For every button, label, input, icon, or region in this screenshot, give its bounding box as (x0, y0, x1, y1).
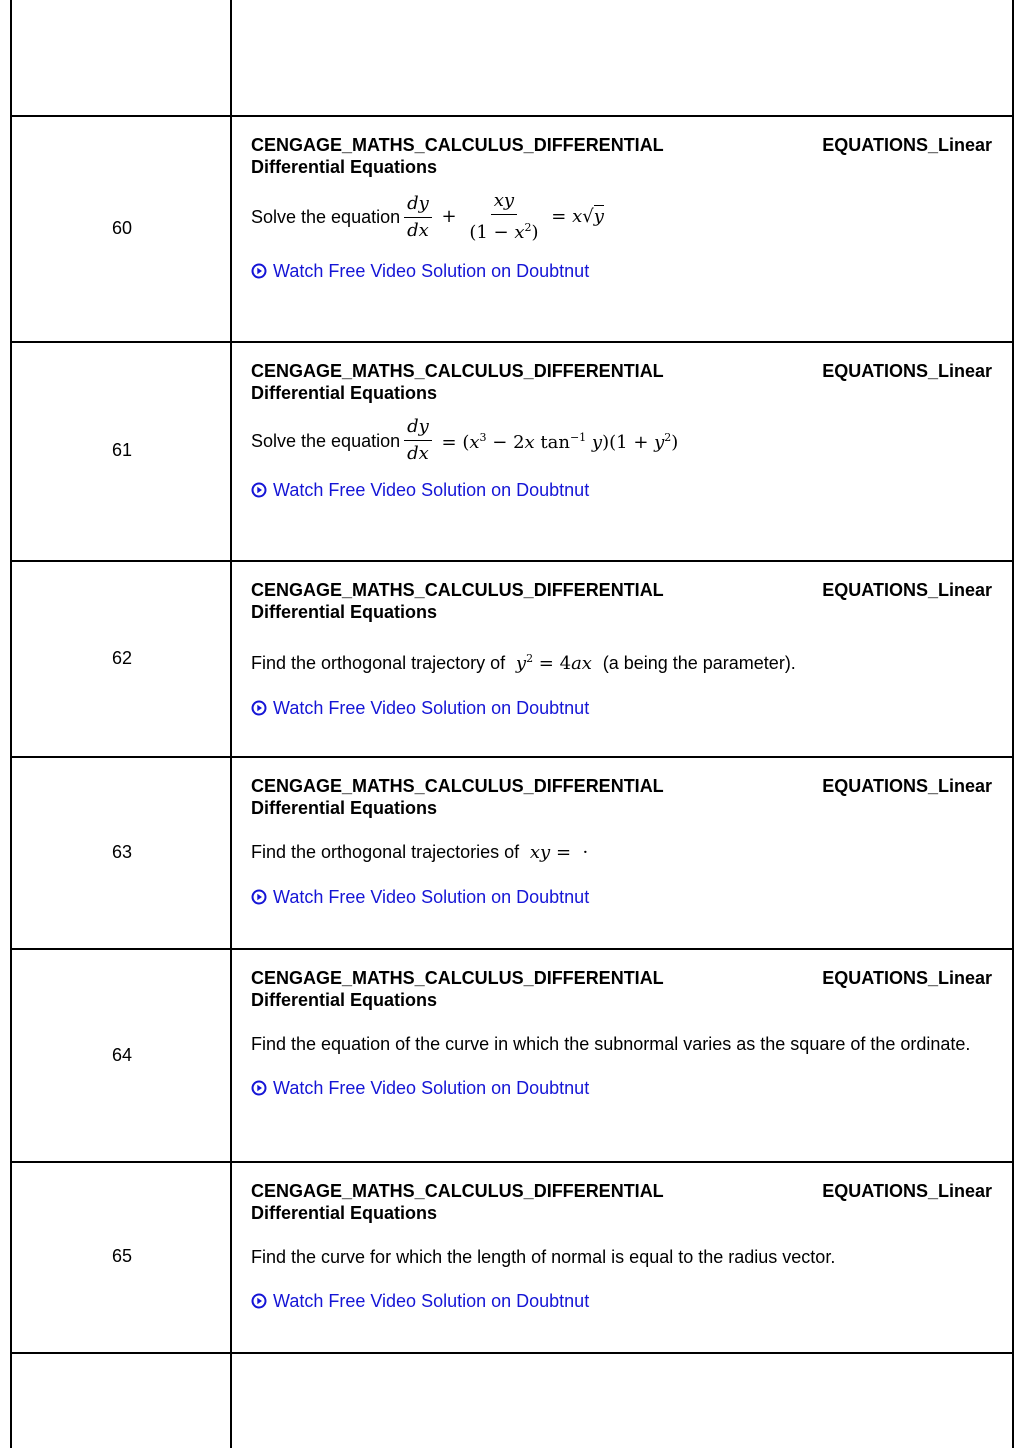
watch-video-link[interactable] (251, 1290, 992, 1312)
watch-video-label: Watch Free Video Solution on Doubtnut (273, 480, 590, 500)
watch-video-link[interactable] (251, 886, 992, 908)
question-cell (251, 134, 992, 282)
source-subcategory: EQUATIONS_Linear (822, 135, 992, 155)
question-cell (251, 775, 992, 908)
watch-video-link[interactable] (251, 697, 992, 719)
question-text: Find the equation of the curve in which the subnormal varies as the square of the ordinate. (251, 1034, 971, 1054)
play-icon (251, 263, 267, 279)
question-text: Find the orthogonal trajectories of xy = · (251, 842, 589, 863)
play-icon (251, 889, 267, 905)
question-prompt: Solve the equation (251, 207, 401, 227)
question-text: Find the orthogonal trajectory of $y^2 = 4ax$ (a being the parameter). (251, 652, 796, 674)
question-cell (251, 360, 992, 501)
question-number: 62 (111, 648, 133, 668)
question-text: Solve the equation $\frac{dy}{dx}$ = ($x^3 - 2x$ $\tan^{-1} y)(1 + y^2)$ (251, 416, 679, 464)
source-category: CENGAGE_MATHS_CALCULUS_DIFFERENTIAL (251, 580, 664, 600)
source-topic: Differential Equations (251, 157, 438, 177)
question-source-header (251, 579, 992, 601)
question-cell (251, 1180, 992, 1312)
watch-video-label: Watch Free Video Solution on Doubtnut (273, 1078, 590, 1098)
source-topic: Differential Equations (251, 383, 438, 403)
watch-video-link[interactable] (251, 1077, 992, 1099)
play-icon (251, 700, 267, 716)
source-topic: Differential Equations (251, 602, 438, 622)
row-divider (11, 341, 1014, 343)
source-subcategory: EQUATIONS_Linear (822, 776, 992, 796)
source-topic: Differential Equations (251, 990, 438, 1010)
math-fraction: $\frac{dy}{dx}$ (404, 193, 432, 242)
row-divider (11, 560, 1014, 562)
question-source-header (251, 775, 992, 797)
question-prompt: Find the orthogonal trajectories of (251, 842, 520, 862)
row-divider (11, 1352, 1014, 1354)
source-category: CENGAGE_MATHS_CALCULUS_DIFFERENTIAL (251, 968, 664, 988)
row-divider (11, 115, 1014, 117)
question-number: 61 (111, 440, 133, 460)
source-subcategory: EQUATIONS_Linear (822, 1181, 992, 1201)
play-icon (251, 482, 267, 498)
source-category: CENGAGE_MATHS_CALCULUS_DIFFERENTIAL (251, 1181, 664, 1201)
question-source-header (251, 967, 992, 989)
question-cell (251, 579, 992, 719)
source-subcategory: EQUATIONS_Linear (822, 968, 992, 988)
question-source-header (251, 134, 992, 156)
watch-video-link[interactable] (251, 260, 992, 282)
watch-video-label: Watch Free Video Solution on Doubtnut (273, 261, 590, 281)
question-text: Solve the equation $\frac{dy}{dx}$ + $\frac{xy}{(1 - x^2)}$ = x√y (251, 190, 604, 243)
watch-video-label: Watch Free Video Solution on Doubtnut (273, 887, 590, 907)
play-icon (251, 1080, 267, 1096)
row-divider (11, 1161, 1014, 1163)
question-source-header (251, 360, 992, 382)
source-category: CENGAGE_MATHS_CALCULUS_DIFFERENTIAL (251, 776, 664, 796)
math-fraction: $\frac{xy}{(1 - x^2)}$ (469, 190, 539, 243)
math-fraction: $\frac{dy}{dx}$ (404, 416, 432, 465)
question-suffix: (a being the parameter). (602, 653, 796, 673)
play-icon (251, 1293, 267, 1309)
row-divider (11, 948, 1014, 950)
source-category: CENGAGE_MATHS_CALCULUS_DIFFERENTIAL (251, 361, 664, 381)
table-right-border (1012, 0, 1014, 1448)
source-subcategory: EQUATIONS_Linear (822, 361, 992, 381)
watch-video-link[interactable] (251, 479, 992, 501)
question-source-header (251, 1180, 992, 1202)
question-cell (251, 967, 992, 1099)
question-number: 63 (111, 842, 133, 862)
source-topic: Differential Equations (251, 1203, 438, 1223)
source-topic: Differential Equations (251, 798, 438, 818)
watch-video-label: Watch Free Video Solution on Doubtnut (273, 1291, 590, 1311)
question-prompt: Solve the equation (251, 430, 401, 451)
watch-video-label: Watch Free Video Solution on Doubtnut (273, 698, 590, 718)
question-text: Find the curve for which the length of normal is equal to the radius vector. (251, 1247, 836, 1267)
source-subcategory: EQUATIONS_Linear (822, 580, 992, 600)
question-prompt: Find the orthogonal trajectory of (251, 653, 506, 673)
question-number: 60 (111, 218, 133, 238)
question-number: 65 (111, 1246, 133, 1266)
row-divider (11, 756, 1014, 758)
source-category: CENGAGE_MATHS_CALCULUS_DIFFERENTIAL (251, 135, 664, 155)
question-number: 64 (111, 1045, 133, 1065)
